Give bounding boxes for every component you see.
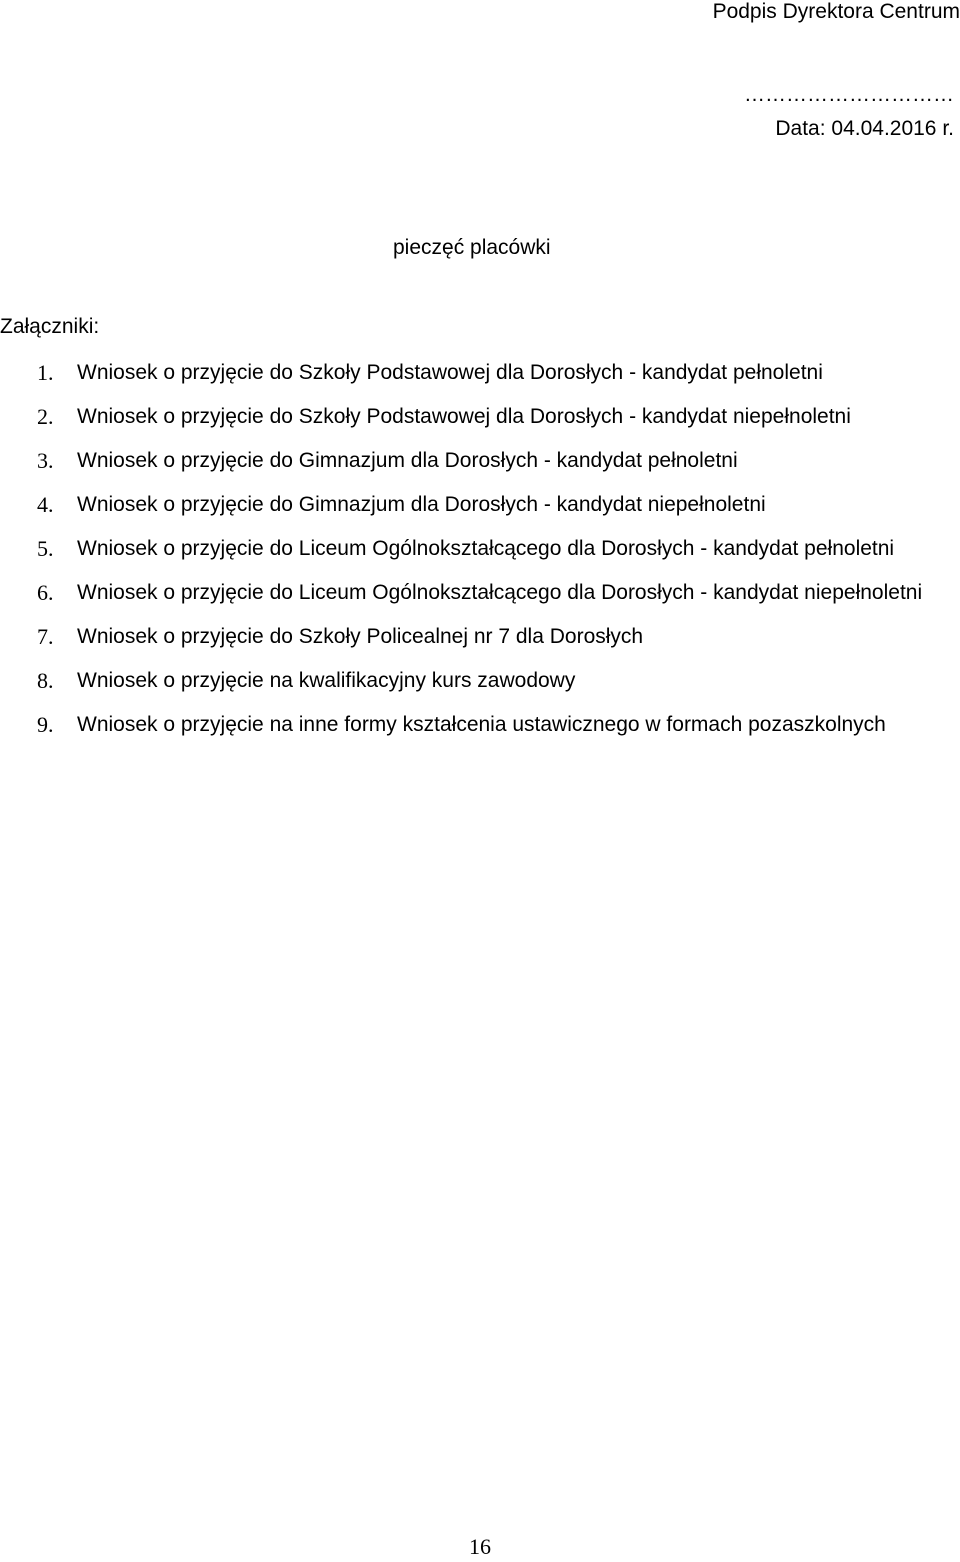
list-item-number: 5. — [37, 536, 54, 561]
list-item-number: 7. — [37, 624, 54, 649]
list-item-number: 3. — [37, 448, 54, 473]
list-item — [0, 704, 960, 745]
list-item-text: Wniosek o przyjęcie do Liceum Ogólnokształcącego dla Dorosłych - kandydat pełnoletni — [77, 537, 895, 560]
list-item-text: Wniosek o przyjęcie do Szkoły Podstawowej dla Dorosłych - kandydat niepełnoletni — [77, 405, 851, 428]
list-item — [0, 352, 960, 393]
list-item-number: 8. — [37, 668, 54, 693]
date-line: Data: 04.04.2016 r. — [775, 117, 954, 140]
list-item — [0, 440, 960, 481]
list-item — [0, 572, 960, 613]
list-item-text: Wniosek o przyjęcie na kwalifikacyjny kurs zawodowy — [77, 669, 576, 692]
list-item — [0, 528, 960, 569]
list-item-text: Wniosek o przyjęcie do Liceum Ogólnokształcącego dla Dorosłych - kandydat niepełnoletni — [77, 581, 923, 604]
list-item-text: Wniosek o przyjęcie do Szkoły Policealnej nr 7 dla Dorosłych — [77, 625, 644, 648]
list-item — [0, 616, 960, 657]
attachments-list — [0, 352, 960, 748]
signature-line: ………………………… — [744, 83, 954, 106]
attachments-heading: Załączniki: — [0, 315, 100, 338]
list-item — [0, 660, 960, 701]
list-item — [0, 484, 960, 525]
list-item-number: 9. — [37, 712, 54, 737]
list-item-number: 1. — [37, 360, 54, 385]
list-item-text: Wniosek o przyjęcie do Gimnazjum dla Dorosłych - kandydat pełnoletni — [77, 449, 738, 472]
list-item — [0, 396, 960, 437]
list-item-text: Wniosek o przyjęcie do Gimnazjum dla Dorosłych - kandydat niepełnoletni — [77, 493, 766, 516]
list-item-number: 4. — [37, 492, 54, 517]
list-item-number: 6. — [37, 580, 54, 605]
page-number: 16 — [469, 1534, 491, 1559]
signature-label: Podpis Dyrektora Centrum — [712, 0, 960, 23]
list-item-text: Wniosek o przyjęcie do Szkoły Podstawowej dla Dorosłych - kandydat pełnoletni — [77, 361, 823, 384]
stamp-label: pieczęć placówki — [393, 236, 551, 259]
list-item-text: Wniosek o przyjęcie na inne formy kształcenia ustawicznego w formach pozaszkolnych — [77, 713, 886, 736]
list-item-number: 2. — [37, 404, 54, 429]
